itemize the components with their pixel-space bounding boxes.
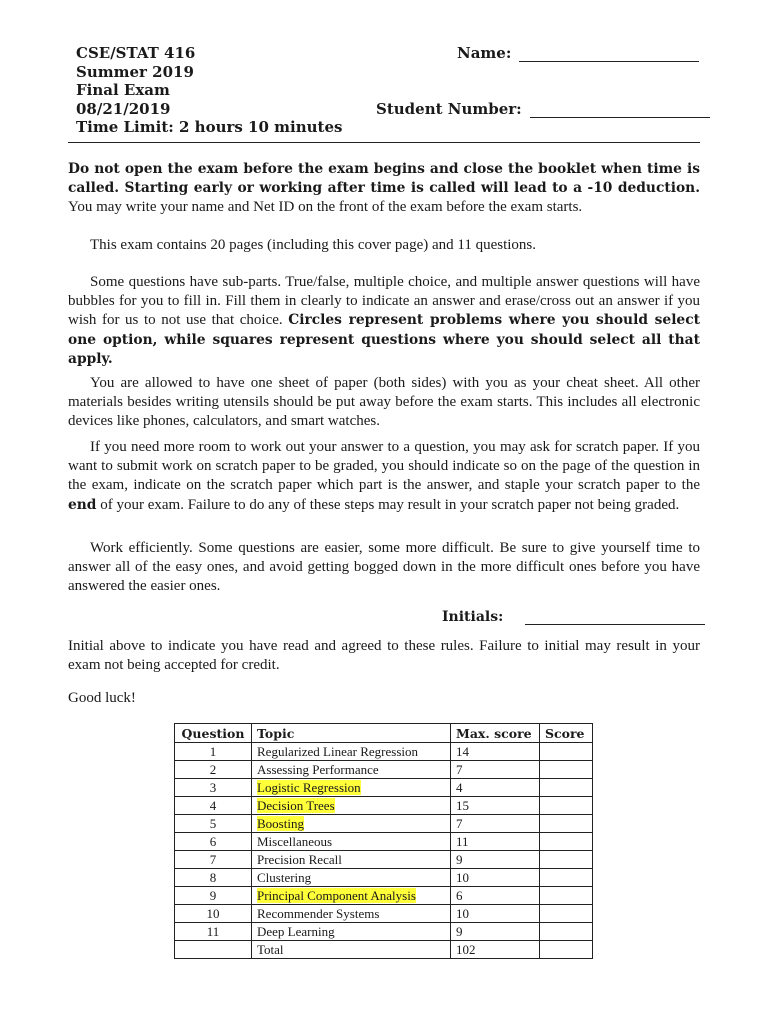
column-header-topic: Topic xyxy=(252,724,451,743)
exam-header-info xyxy=(76,44,342,137)
topic-cell xyxy=(252,905,451,923)
max-score-cell: 6 xyxy=(451,887,540,905)
table-row xyxy=(175,887,593,905)
topic-cell xyxy=(252,743,451,761)
score-entry-cell[interactable] xyxy=(540,833,593,851)
student-number-blank-line[interactable] xyxy=(530,103,710,118)
question-number-cell: 8 xyxy=(175,869,252,887)
question-number-cell: 6 xyxy=(175,833,252,851)
instructions-p3-text: Some questions have sub-parts. True/false, multiple choice, and multiple answer questions will have bubbles for you to fill in. Fill them in clearly to indicate an answer and erase/cross out an answer if you wish for us to not use that choice. xyxy=(68,274,700,329)
max-score-cell: 7 xyxy=(451,815,540,833)
question-number-cell: 2 xyxy=(175,761,252,779)
score-entry-cell[interactable] xyxy=(540,905,593,923)
score-entry-cell[interactable] xyxy=(540,941,593,959)
name-label: Name: xyxy=(457,44,512,62)
max-score-cell: 4 xyxy=(451,779,540,797)
table-row xyxy=(175,905,593,923)
name-blank-line[interactable] xyxy=(519,47,699,62)
student-number-label: Student Number: xyxy=(376,100,522,118)
topic-label: Clustering xyxy=(257,870,312,885)
topic-cell xyxy=(252,887,451,905)
table-row xyxy=(175,869,593,887)
instructions-p5-text-end: of your exam. Failure to do any of these steps may result in your scratch paper not being graded. xyxy=(96,496,680,513)
topic-cell xyxy=(252,851,451,869)
topic-cell xyxy=(252,923,451,941)
topic-label: Regularized Linear Regression xyxy=(257,744,418,759)
instructions-paragraph-2 xyxy=(68,236,700,255)
initials-label: Initials: xyxy=(442,609,504,625)
time-limit: Time Limit: 2 hours 10 minutes xyxy=(76,118,343,137)
topic-label: Precision Recall xyxy=(257,852,342,867)
score-entry-cell[interactable] xyxy=(540,815,593,833)
topic-cell xyxy=(252,941,451,959)
exam-date: 08/21/2019 xyxy=(76,99,171,118)
table-row xyxy=(175,797,593,815)
instructions-p1-text: You may write your name and Net ID on the front of the exam before the exam starts. xyxy=(68,199,583,216)
max-score-cell: 9 xyxy=(451,923,540,941)
deduction-warning: Do not open the exam before the exam begins and close the booklet when time is called. Starting early or working after time is called will lead to a -10 deduction. xyxy=(68,161,700,197)
topic-cell xyxy=(252,779,451,797)
topic-label: Total xyxy=(257,942,284,957)
score-entry-cell[interactable] xyxy=(540,797,593,815)
instructions-p2-text: This exam contains 20 pages (including this cover page) and 11 questions. xyxy=(90,237,537,253)
column-header-max-score: Max. score xyxy=(451,724,540,743)
good-luck-text xyxy=(68,689,700,708)
instructions-p7-text: Initial above to indicate you have read and agreed to these rules. Failure to initial may result in your exam not being accepted for credit. xyxy=(68,638,700,674)
instructions-p6-text: Work efficiently. Some questions are easier, some more difficult. Be sure to give yourself time to answer all of the easy ones, and avoid getting bogged down in the more difficult ones before you have answered the easier ones. xyxy=(68,540,700,595)
table-row xyxy=(175,923,593,941)
topic-cell xyxy=(252,869,451,887)
highlighted-topic-label: Principal Component Analysis xyxy=(257,888,416,903)
max-score-cell: 102 xyxy=(451,941,540,959)
topic-cell xyxy=(252,797,451,815)
max-score-cell: 9 xyxy=(451,851,540,869)
topic-cell xyxy=(252,833,451,851)
instructions-paragraph-4 xyxy=(68,374,700,432)
question-number-cell: 9 xyxy=(175,887,252,905)
max-score-cell: 15 xyxy=(451,797,540,815)
bubble-shape-note: Circles represent problems where you should select one option, while squares represent questions where you should select all that apply. xyxy=(68,312,700,367)
student-number-field-row xyxy=(376,100,710,118)
column-header-score: Score xyxy=(540,724,593,743)
instructions-paragraph-6 xyxy=(68,539,700,597)
exam-term: Summer 2019 xyxy=(76,62,194,81)
max-score-cell: 14 xyxy=(451,743,540,761)
topic-cell xyxy=(252,761,451,779)
score-table xyxy=(174,723,593,959)
topic-label: Recommender Systems xyxy=(257,906,380,921)
good-luck-label: Good luck! xyxy=(68,690,136,706)
max-score-cell: 11 xyxy=(451,833,540,851)
highlighted-topic-label: Logistic Regression xyxy=(257,780,361,795)
question-number-cell: 7 xyxy=(175,851,252,869)
topic-cell xyxy=(252,815,451,833)
header-divider xyxy=(68,142,700,143)
topic-label: Miscellaneous xyxy=(257,834,333,849)
question-number-cell: 5 xyxy=(175,815,252,833)
max-score-cell: 10 xyxy=(451,869,540,887)
question-number-cell: 10 xyxy=(175,905,252,923)
name-field-row xyxy=(457,44,699,62)
score-entry-cell[interactable] xyxy=(540,761,593,779)
column-header-question: Question xyxy=(175,724,252,743)
question-number-cell: 11 xyxy=(175,923,252,941)
instructions-paragraph-7 xyxy=(68,637,700,675)
question-number-cell: 3 xyxy=(175,779,252,797)
topic-label: Deep Learning xyxy=(257,924,335,939)
highlighted-topic-label: Decision Trees xyxy=(257,798,335,813)
question-number-cell: 1 xyxy=(175,743,252,761)
score-entry-cell[interactable] xyxy=(540,851,593,869)
instructions-paragraph-1 xyxy=(68,160,700,218)
score-table-header-row xyxy=(175,724,593,743)
table-row xyxy=(175,815,593,833)
initials-field-row xyxy=(442,609,705,625)
instructions-paragraph-3 xyxy=(68,273,700,369)
instructions-p5-emphasis: end xyxy=(68,496,97,513)
course-code: CSE/STAT 416 xyxy=(76,44,196,62)
score-entry-cell[interactable] xyxy=(540,923,593,941)
instructions-p4-text: You are allowed to have one sheet of paper (both sides) with you as your cheat sheet. All other materials besides writing utensils should be put away before the exam starts. This includes all electronic devices like phones, calculators, and smart watches. xyxy=(68,375,700,430)
question-number-cell xyxy=(175,941,252,959)
exam-title: Final Exam xyxy=(76,81,170,100)
max-score-cell: 10 xyxy=(451,905,540,923)
table-row xyxy=(175,779,593,797)
max-score-cell: 7 xyxy=(451,761,540,779)
score-entry-cell[interactable] xyxy=(540,887,593,905)
instructions-paragraph-5 xyxy=(68,438,700,515)
question-number-cell: 4 xyxy=(175,797,252,815)
table-row xyxy=(175,851,593,869)
table-row xyxy=(175,743,593,761)
initials-blank-line[interactable] xyxy=(525,610,705,625)
score-entry-cell[interactable] xyxy=(540,869,593,887)
score-entry-cell[interactable] xyxy=(540,743,593,761)
instructions-p5-text-start: If you need more room to work out your answer to a question, you may ask for scratch paper. If you want to submit work on scratch paper to be graded, you should indicate so on the page of the question in the exam, indicate on the scratch paper which part is the answer, and staple your scratch paper to the xyxy=(68,439,700,494)
total-row xyxy=(175,941,593,959)
topic-label: Assessing Performance xyxy=(257,762,379,777)
highlighted-topic-label: Boosting xyxy=(257,816,304,831)
table-row xyxy=(175,761,593,779)
score-entry-cell[interactable] xyxy=(540,779,593,797)
table-row xyxy=(175,833,593,851)
